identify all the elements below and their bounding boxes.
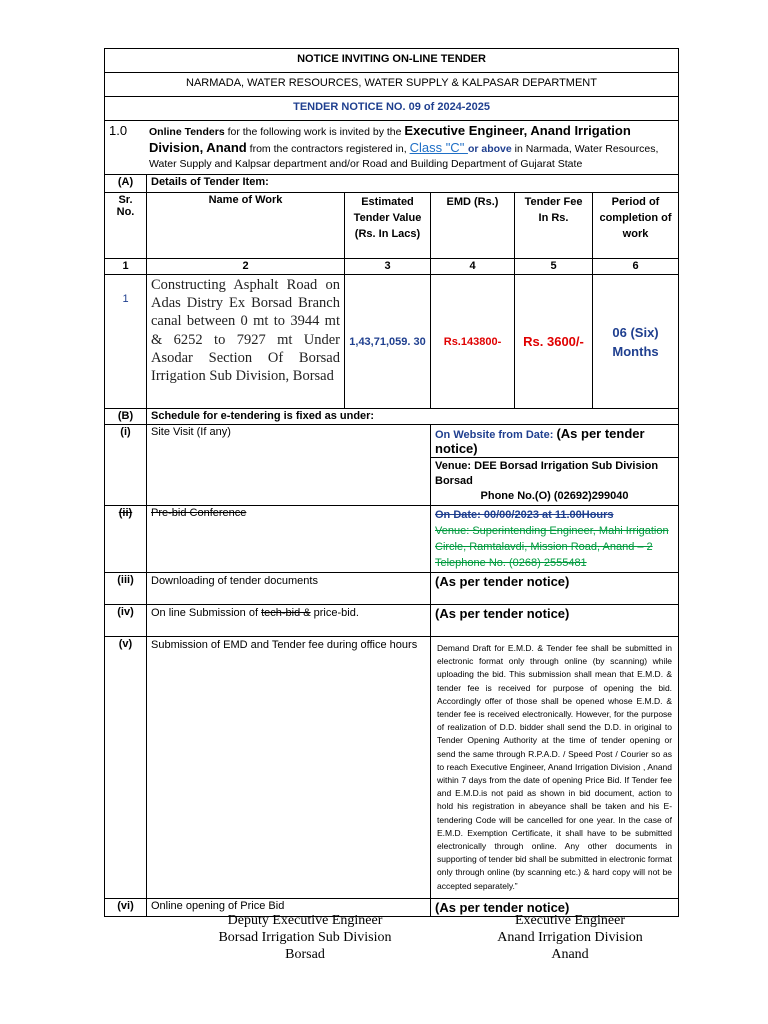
section-a-label: (A)	[105, 175, 147, 193]
item-emd: Rs.143800-	[431, 275, 515, 409]
notice-title: NOTICE INVITING ON-LINE TENDER	[105, 49, 679, 73]
schedule-ii-date: On Date: 00/00/2023 at 11.00Hours	[435, 509, 614, 521]
schedule-iii-value: (As per tender notice)	[431, 573, 679, 605]
signature-left-designation: Deputy Executive Engineer	[227, 913, 383, 928]
schedule-ii-label: (ii)	[105, 506, 147, 573]
signature-right	[470, 912, 670, 963]
item-estimated-value: 1,43,71,059. 30	[345, 275, 431, 409]
intro-text-2: from the contractors registered in,	[246, 143, 410, 155]
intro-online-tenders: Online Tenders	[149, 126, 225, 138]
col-header-sr: Sr. No.	[105, 193, 147, 259]
schedule-iv-desc-2: price-bid.	[310, 607, 359, 619]
intro-authority: Executive Engineer, Anand Irrigation Division, Anand	[149, 123, 631, 155]
schedule-iii-desc: Downloading of tender documents	[147, 573, 431, 605]
schedule-i-desc: Site Visit (If any)	[147, 425, 431, 506]
schedule-iv-desc	[147, 605, 431, 637]
department-name: NARMADA, WATER RESOURCES, WATER SUPPLY & KALPASAR DEPARTMENT	[105, 73, 679, 97]
schedule-iv-label: (iv)	[105, 605, 147, 637]
intro-or-above: or above	[467, 143, 512, 155]
col-number: 6	[593, 259, 679, 275]
intro-text-3: in Narmada, Water Resources, Water Supply and Kalpsar department and/or Road and Building Department of Gujarat State	[149, 143, 659, 170]
tender-notice-document	[104, 48, 678, 917]
tender-notice-number: TENDER NOTICE NO. 09 of 2024-2025	[105, 97, 679, 121]
schedule-ii-details	[431, 506, 679, 573]
signature-right-office: Anand Irrigation Division	[497, 930, 643, 945]
schedule-i-label: (i)	[105, 425, 147, 506]
intro-number: 1.0	[109, 123, 128, 138]
schedule-iii-label: (iii)	[105, 573, 147, 605]
schedule-i-date-value: (As per tender notice)	[435, 426, 645, 456]
schedule-ii-venue: Venue: Superintending Engineer, Mahi Irrigation Circle, Ramtalavdi, Mission Road, Anand – 2 Telephone No. (0268) 2555481	[435, 525, 669, 569]
col-header-emd: EMD (Rs.)	[431, 193, 515, 259]
section-a-title: Details of Tender Item:	[147, 175, 679, 193]
schedule-i-date-label: On Website from Date:	[435, 429, 557, 441]
signature-right-place: Anand	[551, 947, 589, 962]
col-number: 4	[431, 259, 515, 275]
schedule-vi-label: (vi)	[105, 898, 147, 916]
signature-left-office: Borsad Irrigation Sub Division	[218, 930, 392, 945]
schedule-ii-desc: Pre-bid Conference	[147, 506, 431, 573]
item-sr: 1	[105, 275, 147, 409]
schedule-v-desc: Submission of EMD and Tender fee during office hours	[147, 637, 431, 899]
item-tender-fee: Rs. 3600/-	[515, 275, 593, 409]
col-number: 3	[345, 259, 431, 275]
col-header-fee: Tender Fee In Rs.	[515, 193, 593, 259]
tender-table	[104, 48, 679, 917]
schedule-vi-desc: Online opening of Price Bid	[147, 898, 431, 916]
schedule-iv-value: (As per tender notice)	[431, 605, 679, 637]
schedule-i-date	[431, 425, 679, 458]
col-number: 2	[147, 259, 345, 275]
intro-class: Class "C"	[409, 140, 468, 155]
col-number: 5	[515, 259, 593, 275]
schedule-v-value: Demand Draft for E.M.D. & Tender fee shall be submitted in electronic format only through online (by scanning) while uploading the bid. This submission shall mean that E.M.D. & tender fee is received for purpose of opening the bid. Accordingly offer of those shall be opened whose E.M.D. & tender fee is received electronically. However, for the purpose of realization of D.D. bidder shall send the D.D. in original to Tender Opening Authority at the time of tender opening or send the same through R.P.A.D. / Speed Post / Courier so as to reach Executive Engineer, Anand Irrigation Division , Anand within 7 days from the date of opening Price Bid. If Tender fee and E.M.D.is not paid as shown in bid document, action to hold his registration in abeyance shall be taken and his E-tendering Code will be cancelled for one year. In the case of E.M.D. Exemption Certificate, it shall have to be submitted electronically through online. Any other documents in supporting of tender bid shall be submitted in electronic format only through online (by scanning etc.) & hard copy will not be accepted separately.”	[431, 637, 679, 899]
col-number: 1	[105, 259, 147, 275]
col-header-period: Period of completion of work	[593, 193, 679, 259]
section-b-label: (B)	[105, 409, 147, 425]
schedule-iv-desc-strike: tech-bid &	[261, 607, 311, 619]
schedule-i-venue	[431, 458, 679, 506]
schedule-v-label: (v)	[105, 637, 147, 899]
signature-right-designation: Executive Engineer	[514, 913, 625, 928]
schedule-i-phone: Phone No.(O) (02692)299040	[480, 490, 629, 502]
signature-left	[200, 912, 410, 963]
section-b-title: Schedule for e-tendering is fixed as under:	[147, 409, 679, 425]
schedule-iv-desc-1: On line Submission of	[151, 607, 262, 619]
signature-left-place: Borsad	[285, 947, 325, 962]
item-period: 06 (Six) Months	[593, 275, 679, 409]
schedule-i-venue-text: Venue: DEE Borsad Irrigation Sub Division Borsad	[435, 460, 659, 487]
schedule-vi-value: (As per tender notice)	[431, 898, 679, 916]
col-header-value: Estimated Tender Value (Rs. In Lacs)	[345, 193, 431, 259]
intro-paragraph	[105, 121, 679, 175]
intro-text-1: for the following work is invited by the	[224, 126, 405, 138]
item-name-of-work: Constructing Asphalt Road on Adas Distry Ex Borsad Branch canal between 0 mt to 3944 mt & 6252 to 7927 mt Under Asodar Section Of Borsad Irrigation Sub Division, Borsad	[147, 275, 345, 409]
col-header-name: Name of Work	[147, 193, 345, 259]
